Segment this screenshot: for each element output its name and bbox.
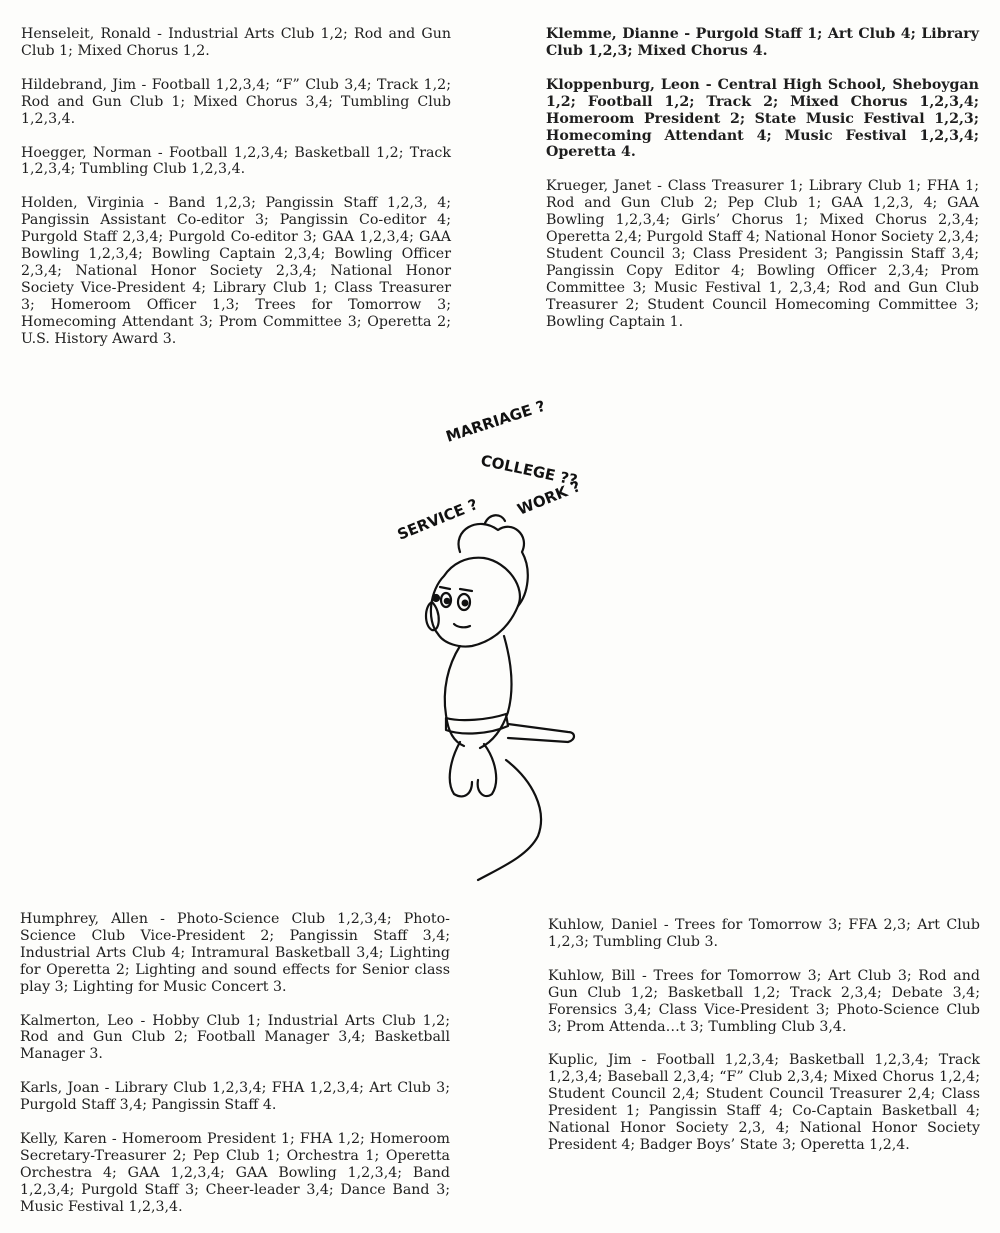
entry-separator: - — [631, 1052, 657, 1069]
entry-activities: Central High School, Sheboygan 1,2; Football 1,2; Track 2; Mixed Chorus 1,2,3,4; Homeroom President 2; State Music Festival 1,2,3; Homecoming Attendant 4; Music Festival 1,2,3,4; Operetta 4. — [546, 76, 979, 161]
bottom-left-column — [20, 911, 450, 1233]
entry-name: Klemme, Dianne — [546, 26, 679, 42]
entry-krueger — [546, 178, 979, 330]
entry-separator: - — [144, 195, 169, 212]
top-left-column — [21, 26, 451, 365]
right-pupil — [463, 601, 468, 606]
entry-separator: - — [699, 76, 718, 93]
left-pupil — [445, 599, 449, 603]
entry-activities: Football 1,2,3,4; “F” Club 3,4; Track 1,2; Rod and Gun Club 1; Mixed Chorus 3,4; Tumbling Club 1,2,3,4. — [21, 76, 451, 127]
entry-kalmerton — [20, 1013, 450, 1064]
entry-kuhlow-daniel — [548, 917, 980, 951]
hair-tuft — [485, 515, 505, 523]
entry-holden — [21, 195, 451, 347]
entry-karls — [20, 1080, 450, 1114]
entry-separator: - — [678, 26, 696, 42]
entry-activities: Homeroom President 1; FHA 1,2; Homeroom Secretary-Treasurer 2; Pep Club 1; Orchestra 1; Operetta Orchestra 4; GAA 1,2,3,4; GAA Bowling 1,2,3,4; Band 1,2,3,4; Purgold Staff 3; Cheer-leader 3,4; Dance Band 3; Music Festival 1,2,3,4. — [20, 1131, 450, 1215]
bottom-right-column — [548, 917, 980, 1171]
entry-separator: - — [651, 178, 668, 195]
tail — [478, 760, 541, 880]
entry-kloppenburg — [546, 77, 979, 162]
entry-separator: - — [657, 917, 676, 933]
entry-kuhlow-bill — [548, 968, 980, 1036]
top-right-column — [546, 26, 979, 348]
entry-humphrey — [20, 911, 450, 996]
ear-outline — [459, 524, 528, 606]
entry-kelly — [20, 1131, 450, 1216]
entry-activities: Industrial Arts Club 1,2; Rod and Gun Club 1; Mixed Chorus 1,2. — [21, 26, 451, 59]
entry-name: Krueger, Janet — [546, 178, 652, 195]
entry-activities: Football 1,2,3,4; Basketball 1,2,3,4; Track 1,2,3,4; Baseball 2,3,4; “F” Club 2,3,4; Mixed Chorus 1,2,4; Student Council 2,4; Student Council Treasurer 2,4; Class President 1; Pangissin Staff 4; Co-Captain Basketball 4; National Honor Society 2,3, 4; National Honor Society President 4; Badger Boys’ State 3; Operetta 1,2,4. — [548, 1052, 980, 1153]
cartoon-word-service: SERVICE ? — [394, 495, 481, 544]
entry-name: Kuhlow, Bill — [548, 967, 636, 984]
entry-name: Hoegger, Norman — [21, 144, 152, 161]
entry-separator: - — [133, 1012, 153, 1029]
cartoon-word-marriage: MARRIAGE ? — [443, 396, 548, 446]
entry-activities: Trees for Tomorrow 3; Art Club 3; Rod and Gun Club 1,2; Basketball 1,2; Track 2,3,4; Debate 3,4; Forensics 3,4; Class Vice-President 3; Photo-Science Club 3; Prom Attenda…t 3; Tumbling Club 3,4. — [548, 967, 980, 1035]
entry-name: Hildebrand, Jim — [21, 76, 137, 93]
entry-activities: Purgold Staff 1; Art Club 4; Library Club 1,2,3; Mixed Chorus 4. — [546, 26, 979, 59]
nose — [433, 595, 439, 601]
left-leg — [450, 742, 472, 796]
entry-klemme — [546, 26, 979, 60]
entry-name: Kalmerton, Leo — [20, 1012, 134, 1029]
entry-activities: Class Treasurer 1; Library Club 1; FHA 1; Rod and Gun Club 2; Pep Club 1; GAA 1,2,3, 4; GAA Bowling 1,2,3,4; Girls’ Chorus 1; Mixed Chorus 2,3,4; Operetta 2,4; Purgold Staff 4; National Honor Society 2,3,4; Student Council 3; Class President 3; Pangissin Staff 3,4; Pangissin Copy Editor 4; Bowling Officer 2,3,4; Prom Committee 3; Music Festival 1, 2,3,4; Rod and Gun Club Treasurer 2; Student Council Homecoming Committee 3; Bowling Captain 1. — [546, 178, 979, 330]
entry-name: Humphrey, Allen — [20, 911, 148, 927]
cartoon-word-college: COLLEGE ?? — [479, 451, 580, 490]
entry-activities: Photo-Science Club 1,2,3,4; Photo-Science Club Vice-President 2; Pangissin Staff 3,4; Industrial Arts Club 4; Intramural Basketball 3,4; Lighting for Operetta 2; Lighting and sound effects for Senior class play 3; Lighting for Music Concert 3. — [20, 911, 450, 995]
entry-activities: Library Club 1,2,3,4; FHA 1,2,3,4; Art Club 3; Purgold Staff 3,4; Pangissin Staff 4. — [20, 1080, 450, 1114]
entry-separator: - — [635, 967, 654, 984]
entry-name: Karls, Joan — [20, 1080, 100, 1097]
entry-name: Holden, Virginia — [21, 195, 145, 212]
entry-separator: - — [151, 144, 169, 161]
rolled-diploma — [508, 724, 574, 742]
entry-activities: Trees for Tomorrow 3; FFA 2,3; Art Club 1,2,3; Tumbling Club 3. — [548, 917, 980, 950]
entry-henseleit — [21, 26, 451, 60]
entry-activities: Hobby Club 1; Industrial Arts Club 1,2; Rod and Gun Club 2; Football Manager 3,4; Basketball Manager 3. — [20, 1012, 450, 1063]
entry-separator: - — [150, 26, 169, 42]
mouse-drawing — [426, 515, 574, 880]
mouth — [454, 624, 470, 627]
entry-name: Kelly, Karen — [20, 1131, 107, 1148]
eyebrows — [440, 587, 472, 591]
entry-name: Kuplic, Jim — [548, 1052, 632, 1069]
entry-activities: Band 1,2,3; Pangissin Staff 1,2,3, 4; Pangissin Assistant Co-editor 3; Pangissin Co-editor 4; Purgold Staff 2,3,4; Purgold Co-editor 3; GAA 1,2,3,4; GAA Bowling 1,2,3,4; Bowling Captain 2,3,4; Bowling Officer 2,3,4; National Honor Society 2,3,4; National Honor Society Vice-President 4; Library Club 1; Class Treasurer 3; Homeroom Officer 1,3; Trees for Tomorrow 3; Homecoming Attendant 3; Prom Committee 3; Operetta 2; U.S. History Award 3. — [21, 195, 451, 347]
entry-kuplic — [548, 1052, 980, 1153]
entry-hoegger — [21, 145, 451, 179]
right-leg — [478, 744, 496, 796]
entry-activities: Football 1,2,3,4; Basketball 1,2; Track 1,2,3,4; Tumbling Club 1,2,3,4. — [21, 144, 451, 178]
entry-hildebrand — [21, 77, 451, 128]
entry-separator: - — [136, 76, 152, 93]
entry-name: Kloppenburg, Leon — [546, 76, 700, 93]
entry-name: Kuhlow, Daniel — [548, 917, 658, 933]
cartoon-word-work: WORK ? — [514, 477, 584, 519]
entry-separator: - — [147, 911, 177, 927]
entry-name: Henseleit, Ronald — [21, 26, 151, 42]
entry-separator: - — [106, 1131, 122, 1148]
entry-separator: - — [99, 1080, 115, 1097]
mouse-cartoon-illustration — [380, 380, 610, 890]
